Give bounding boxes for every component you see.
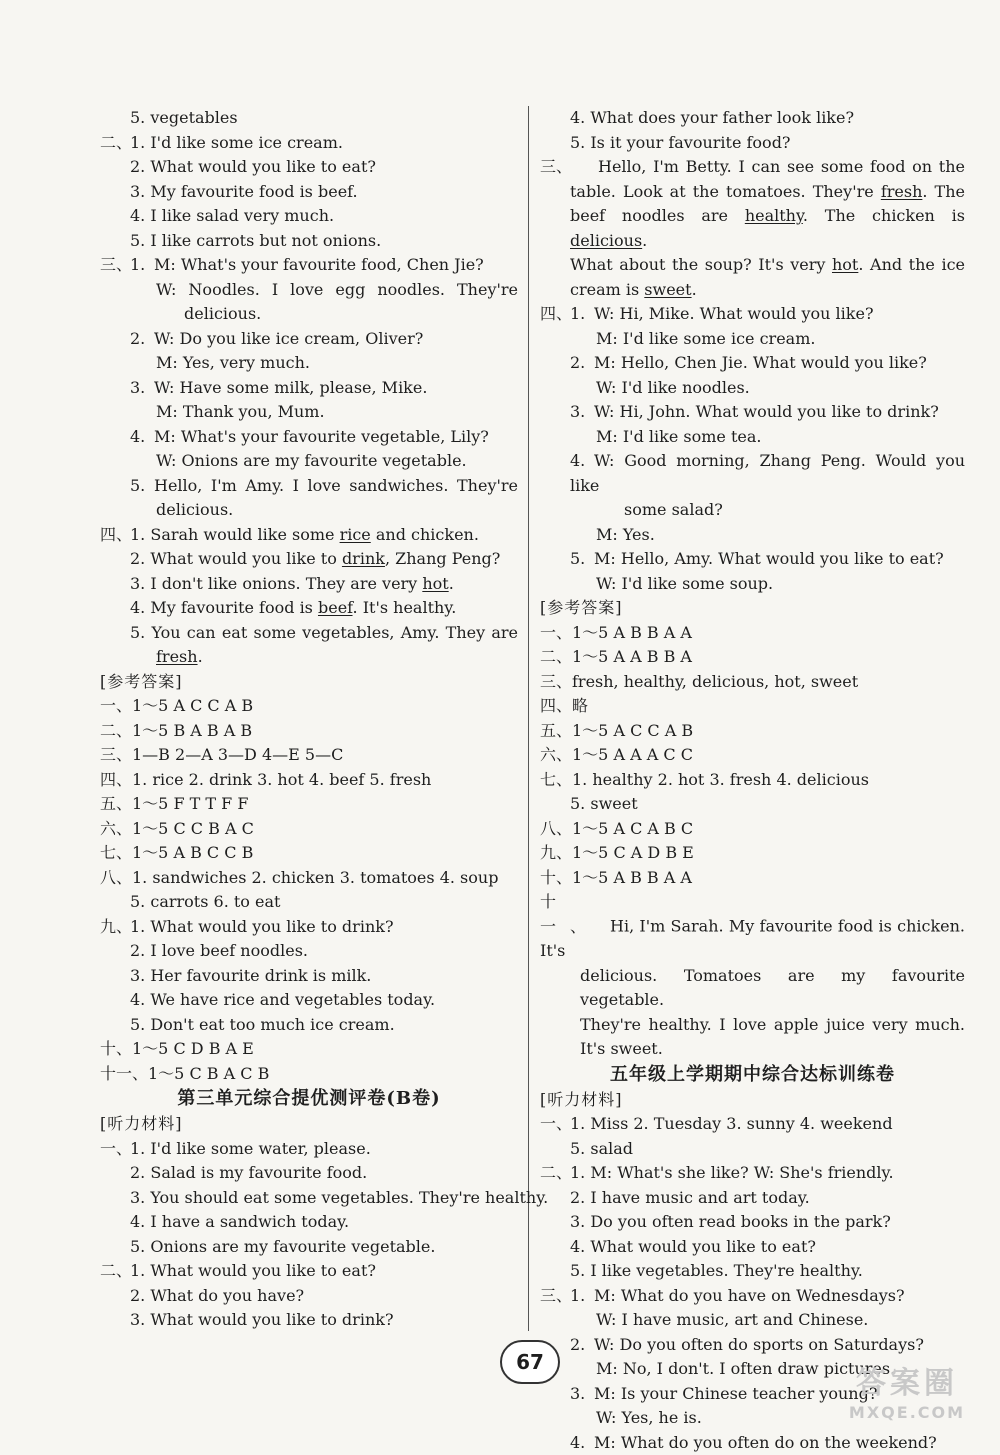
line-text: 4. My favourite food is (130, 598, 318, 617)
text-line (540, 180, 965, 205)
line-text: W: Have some milk, please, Mike. (154, 377, 428, 397)
line-text: 2. What would you like to (130, 549, 342, 568)
filled-blank: rice (339, 524, 371, 544)
text-line: 4. I like salad very much. (130, 206, 335, 225)
text-line: 2. What would you like to eat? (130, 157, 376, 176)
section-number: 四、 (540, 304, 573, 323)
line-text: Hello, I'm Betty. I can see some food on the (598, 157, 965, 176)
text-line (100, 1259, 518, 1284)
line-text: W: Good morning, Zhang Peng. Would you like (570, 451, 965, 495)
text-line: 3. What would you like to drink? (130, 1310, 394, 1329)
text-line: delicious. (156, 500, 234, 519)
text-line (100, 1137, 518, 1162)
text-line: 4. What does your father look like? (570, 108, 855, 127)
text-line (540, 1112, 965, 1137)
answer-line: 十、1～5 A B B A A (540, 867, 692, 887)
text-line: W: I'd like noodles. (596, 377, 750, 397)
answer-line: 5. sweet (570, 794, 638, 813)
line-text: W: Hi, Mike. What would you like? (594, 304, 874, 323)
section-number: 一、 (540, 1114, 573, 1133)
text-line: 5. You can eat some vegetables, Amy. They are (130, 622, 518, 642)
line-text: . It's healthy. (352, 598, 457, 617)
answer-line: 四、略 (540, 696, 589, 715)
text-line (540, 1284, 965, 1309)
text-line (100, 523, 518, 548)
item-number: 1. (570, 1285, 586, 1305)
watermark-url: MXQE.COM (848, 1403, 966, 1422)
line-text: 1. I'd like some water, please. (130, 1138, 371, 1158)
item-number: 2. (130, 328, 146, 348)
answer-line: 三、1—B 2—A 3—D 4—E 5—C (100, 745, 344, 764)
answer-line: 七、1. healthy 2. hot 3. fresh 4. delicious (540, 769, 869, 789)
line-text: 1. I'd like some ice cream. (130, 132, 343, 152)
filled-blank: hot (422, 573, 449, 593)
answer-line: 九、1～5 C A D B E (540, 843, 694, 862)
text-line (540, 302, 965, 327)
item-number: 4. (130, 426, 146, 446)
line-text: . (691, 279, 697, 299)
text-line: 4. I have a sandwich today. (130, 1212, 350, 1231)
answer-line: 十、1～5 C D B A E (100, 1039, 254, 1058)
answer-line: It's sweet. (580, 1039, 663, 1058)
line-text: 1. Sarah would like some (130, 524, 340, 544)
answer-line: 二、1～5 A A B B A (540, 647, 692, 666)
filled-blank: healthy (744, 206, 803, 225)
text-line: M: I'd like some ice cream. (596, 328, 816, 348)
text-line (100, 131, 518, 156)
answer-line: 八、1～5 A C A B C (540, 818, 694, 838)
text-line: 2. What do you have? (130, 1285, 305, 1305)
item-number: 2. (570, 1334, 586, 1354)
answer-line: 三、fresh, healthy, delicious, hot, sweet (540, 671, 859, 691)
text-line (100, 572, 518, 597)
text-line: delicious. (184, 304, 262, 323)
filled-blank: beef (317, 598, 353, 617)
filled-blank: fresh (880, 181, 923, 201)
text-line (540, 1161, 965, 1186)
section-number: 二、 (540, 1163, 573, 1182)
left-column (100, 106, 549, 1333)
line-text: M: What's your favourite food, Chen Jie? (154, 255, 484, 274)
section-number: 四、 (100, 524, 133, 544)
filled-blank: delicious (570, 230, 643, 250)
line-text: . And the ice (858, 255, 965, 274)
text-line: some salad? (624, 500, 723, 519)
line-text: 3. I don't like onions. They are very (130, 573, 423, 593)
column-divider (528, 106, 529, 1331)
text-line (540, 204, 965, 253)
line-text: M: What do you have on Wednesdays? (594, 1285, 905, 1305)
answer-line: 二、1～5 B A B A B (100, 720, 253, 740)
item-number: 4. (570, 451, 586, 470)
answer-line: delicious. Tomatoes are my favourite vegetable. (580, 965, 965, 1009)
filled-blank: hot (831, 255, 859, 274)
text-line: 4. What would you like to eat? (570, 1236, 816, 1256)
answer-line: 3. Her favourite drink is milk. (130, 965, 372, 985)
line-text: beef noodles are (570, 206, 745, 225)
answer-line: 十一、1～5 C B A C B (100, 1063, 270, 1083)
text-line: 3. You should eat some vegetables. They're healthy. (130, 1187, 549, 1207)
text-line: 5. salad (570, 1138, 633, 1158)
line-text: W: Hi, John. What would you like to drink? (594, 402, 939, 421)
item-number: 2. (570, 353, 586, 372)
text-line (100, 547, 518, 572)
line-text: Hi, I'm Sarah. My favourite food is chicken. It's (540, 916, 965, 960)
answer-line: 4. We have rice and vegetables today. (130, 990, 436, 1009)
text-line: W: I have music, art and Chinese. (596, 1310, 869, 1329)
answer-line (540, 890, 965, 964)
section-header: [听力材料] (540, 1089, 623, 1109)
page-number-badge: 67 (500, 1340, 560, 1384)
text-line: W: Noodles. I love egg noodles. They're (156, 279, 518, 299)
answer-line: 5. Don't eat too much ice cream. (130, 1014, 395, 1034)
text-line (100, 474, 518, 499)
line-text: M: What do you often do on the weekend? (594, 1432, 937, 1452)
text-line: 3. Do you often read books in the park? (570, 1212, 891, 1231)
answer-line: 八、1. sandwiches 2. chicken 3. tomatoes 4. soup (100, 867, 499, 887)
line-text: , Zhang Peng? (384, 549, 501, 568)
line-text: . (642, 230, 648, 250)
line-text: What about the soup? It's very (570, 255, 832, 274)
line-text: M: Hello, Chen Jie. What would you like? (594, 353, 927, 372)
text-line: 5. I like vegetables. They're healthy. (570, 1261, 863, 1280)
text-line: W: Onions are my favourite vegetable. (156, 451, 467, 470)
line-text: . The chicken is (802, 206, 965, 225)
text-line (100, 253, 518, 278)
text-line (540, 155, 965, 180)
item-number: 1. (130, 255, 146, 274)
text-line: 3. My favourite food is beef. (130, 181, 358, 201)
section-number: 三、 (540, 1285, 573, 1305)
text-line: M: Yes, very much. (156, 353, 310, 372)
text-line: M: I'd like some tea. (596, 426, 762, 446)
text-line: 2. Salad is my favourite food. (130, 1163, 368, 1182)
line-text: W: Do you often do sports on Saturdays? (594, 1334, 924, 1354)
section-title: 第三单元综合提优测评卷(B卷) (177, 1088, 441, 1109)
text-line: 5. Onions are my favourite vegetable. (130, 1236, 436, 1256)
item-number: 5. (570, 549, 586, 568)
answer-line: 2. I love beef noodles. (130, 941, 308, 960)
text-line (100, 645, 518, 670)
item-number: 3. (130, 377, 146, 397)
section-number: 十一、 (540, 892, 586, 936)
text-line (540, 547, 965, 572)
item-number: 4. (570, 1432, 586, 1452)
text-line: M: No, I don't. I often draw pictures. (596, 1359, 896, 1378)
section-header: [参考答案] (540, 598, 623, 617)
line-text: W: Do you like ice cream, Oliver? (154, 328, 424, 348)
text-line (100, 425, 518, 450)
item-number: 3. (570, 1383, 586, 1403)
filled-blank: drink (341, 549, 385, 568)
answer-line: They're healthy. I love apple juice very much. (580, 1014, 965, 1034)
section-title: 五年级上学期期中综合达标训练卷 (610, 1063, 895, 1085)
item-number: 3. (570, 402, 586, 421)
text-line (540, 351, 965, 376)
filled-blank: fresh (156, 647, 198, 666)
line-text: . The (922, 181, 965, 201)
text-line: 5. Is it your favourite food? (570, 132, 791, 152)
answer-line: 一、1～5 A B B A A (540, 622, 692, 642)
answer-line: 五、1～5 A C C A B (540, 720, 694, 740)
text-line (540, 449, 965, 498)
section-number: 三、 (540, 157, 573, 176)
text-line (100, 596, 518, 621)
text-line (100, 327, 518, 352)
text-line: M: Yes. (596, 524, 655, 544)
section-number: 二、 (100, 1261, 133, 1280)
line-text: table. Look at the tomatoes. They're (570, 181, 881, 201)
right-column (540, 106, 965, 1455)
answer-line: 四、1. rice 2. drink 3. hot 4. beef 5. fresh (100, 769, 432, 789)
section-number: 九、 (100, 916, 133, 936)
answer-line: 七、1～5 A B C C B (100, 843, 254, 862)
text-line: M: Thank you, Mum. (156, 402, 325, 421)
text-line (100, 376, 518, 401)
line-text: 1. M: What's she like? W: She's friendly. (570, 1163, 894, 1182)
line-text: cream is (570, 279, 645, 299)
text-line (540, 278, 965, 303)
answer-line: 一、1～5 A C C A B (100, 696, 254, 715)
answer-line: 5. carrots 6. to eat (130, 892, 281, 911)
line-text: . (197, 647, 203, 666)
line-text: M: What's your favourite vegetable, Lily? (154, 426, 489, 446)
answer-line: 五、1～5 F T T F F (100, 794, 249, 813)
filled-blank: sweet (644, 279, 692, 299)
watermark-logo (832, 1365, 982, 1435)
section-header: [听力材料] (100, 1114, 183, 1133)
answer-line (100, 915, 518, 940)
line-text: 1. Miss 2. Tuesday 3. sunny 4. weekend (570, 1114, 893, 1133)
text-line: W: I'd like some soup. (596, 573, 774, 593)
line-text: 1. What would you like to drink? (130, 916, 394, 936)
text-line: 5. I like carrots but not onions. (130, 230, 382, 250)
section-header: [参考答案] (100, 671, 183, 691)
text-line: W: Yes, he is. (596, 1408, 702, 1427)
line-text: and chicken. (370, 524, 479, 544)
section-number: 三、 (100, 255, 133, 274)
text-line (540, 400, 965, 425)
line-text: M: Hello, Amy. What would you like to eat? (594, 549, 944, 568)
section-number: 二、 (100, 132, 133, 152)
item-number: 5. (130, 475, 146, 495)
line-text: . (448, 573, 454, 593)
line-text: M: Is your Chinese teacher young? (594, 1383, 878, 1403)
line-text: 1. What would you like to eat? (130, 1261, 376, 1280)
text-line (540, 1333, 965, 1358)
answer-line: 六、1～5 A A A C C (540, 745, 693, 764)
item-number: 1. (570, 304, 586, 323)
text-line: 2. I have music and art today. (570, 1187, 810, 1207)
answer-line: 六、1～5 C C B A C (100, 818, 254, 838)
text-line: 5. vegetables (130, 108, 238, 127)
line-text: Hello, I'm Amy. I love sandwiches. They're (154, 475, 518, 495)
text-line (540, 253, 965, 278)
section-number: 一、 (100, 1138, 133, 1158)
watermark-text: 答案圈 (856, 1366, 958, 1401)
